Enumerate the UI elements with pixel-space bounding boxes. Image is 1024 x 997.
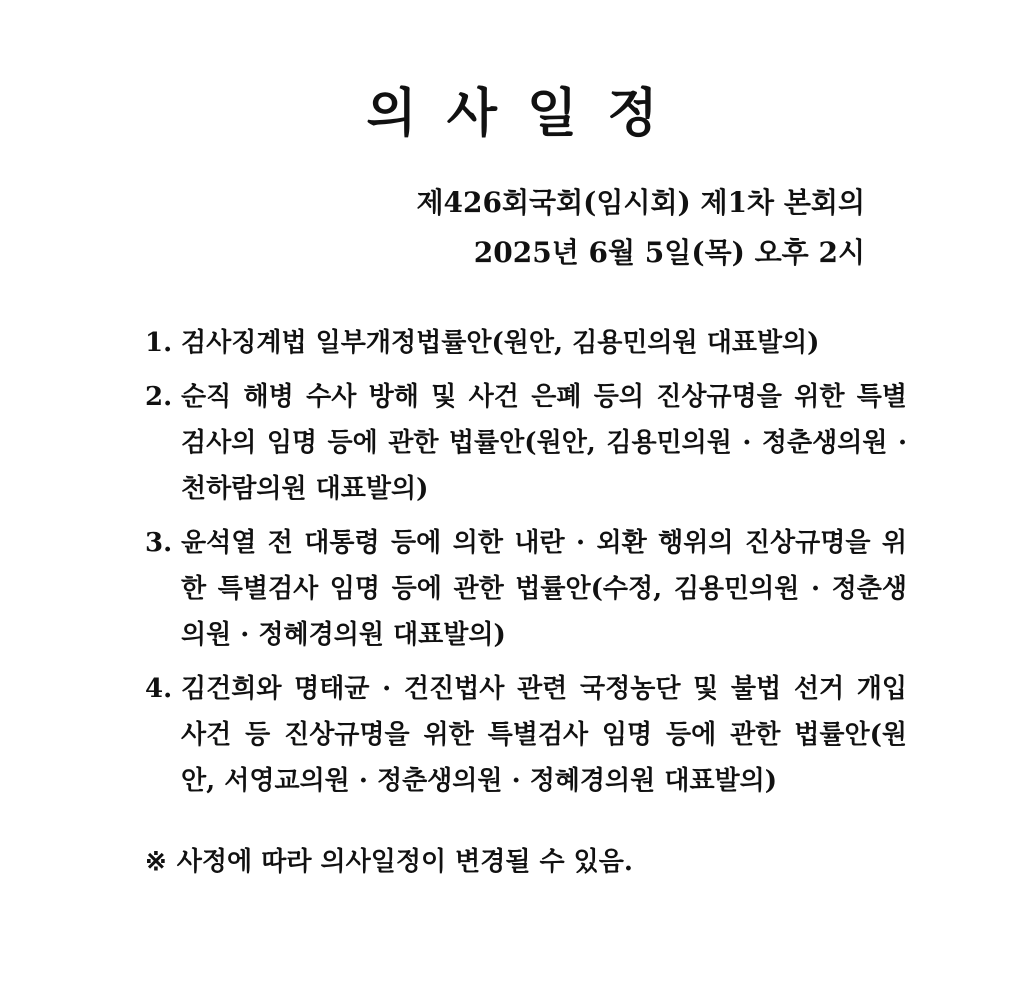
item-number: 2.: [145, 382, 173, 412]
item-text: [181, 520, 907, 658]
datetime-line: 2025년 6월 5일(목) 오후 2시: [473, 236, 865, 269]
footnote: [145, 842, 633, 882]
item-text: [181, 666, 907, 804]
item-text-line: 사건 등 진상규명을 위한 특별검사 임명 등에 관한 법률안(원: [181, 720, 907, 750]
item-text-line: 검사징계법 일부개정법률안(원안, 김용민의원 대표발의): [181, 328, 820, 358]
item-text-line: 안, 서영교의원 · 정춘생의원 · 정혜경의원 대표발의): [181, 766, 778, 796]
item-text-line: 천하람의원 대표발의): [181, 474, 429, 504]
session-line: 제426회국회(임시회) 제1차 본회의: [416, 186, 865, 219]
item-text: [181, 374, 907, 512]
session-info: [417, 178, 866, 278]
item-text-line: 검사의 임명 등에 관한 법률안(원안, 김용민의원 · 정춘생의원 ·: [181, 428, 907, 458]
item-text-line: 윤석열 전 대통령 등에 의한 내란 · 외환 행위의 진상규명을 위: [181, 528, 907, 558]
agenda-item-1: [145, 320, 907, 366]
agenda-item-4: [145, 666, 907, 804]
item-number: 4.: [145, 674, 173, 704]
reference-mark-icon: ※: [145, 847, 167, 877]
agenda-item-3: [145, 520, 907, 658]
page-title: 의 사 일 정: [366, 83, 664, 144]
item-text-line: 한 특별검사 임명 등에 관한 법률안(수정, 김용민의원 · 정춘생: [181, 574, 907, 604]
agenda-list: [145, 320, 907, 812]
item-text-line: 순직 해병 수사 방해 및 사건 은폐 등의 진상규명을 위한 특별: [181, 382, 907, 412]
item-number: 3.: [145, 528, 173, 558]
item-number: 1.: [145, 328, 173, 358]
item-text-line: 김건희와 명태균 · 건진법사 관련 국정농단 및 불법 선거 개입: [181, 674, 907, 704]
agenda-item-2: [145, 374, 907, 512]
item-text: [181, 320, 907, 366]
item-text-line: 의원 · 정혜경의원 대표발의): [181, 620, 506, 650]
footnote-text: 사정에 따라 의사일정이 변경될 수 있음.: [176, 847, 633, 877]
